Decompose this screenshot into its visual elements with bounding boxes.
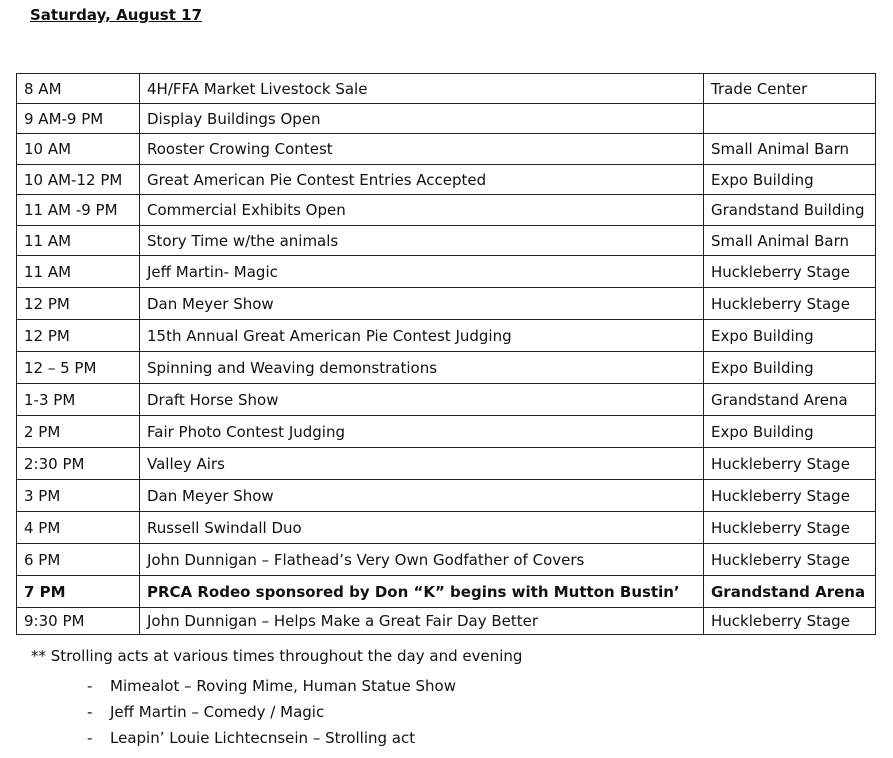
time-cell: 3 PM xyxy=(17,480,140,512)
location-cell: Expo Building xyxy=(704,416,876,448)
time-cell: 1-3 PM xyxy=(17,384,140,416)
event-cell: John Dunnigan – Flathead’s Very Own Godfather of Covers xyxy=(140,544,704,576)
table-row xyxy=(17,480,876,512)
table-row xyxy=(17,288,876,320)
table-row xyxy=(17,226,876,256)
event-cell: Spinning and Weaving demonstrations xyxy=(140,352,704,384)
list-item-text: Leapin’ Louie Lichtecnsein – Strolling act xyxy=(110,729,416,747)
list-item xyxy=(31,725,522,751)
time-cell: 2 PM xyxy=(17,416,140,448)
schedule-table xyxy=(16,73,876,635)
event-cell: Dan Meyer Show xyxy=(140,288,704,320)
list-bullet-dash: - xyxy=(87,703,93,721)
time-cell: 9:30 PM xyxy=(17,608,140,635)
time-cell: 9 AM-9 PM xyxy=(17,104,140,134)
time-cell: 12 – 5 PM xyxy=(17,352,140,384)
time-cell: 12 PM xyxy=(17,320,140,352)
event-cell: Jeff Martin- Magic xyxy=(140,256,704,288)
table-row xyxy=(17,165,876,195)
table-row xyxy=(17,576,876,608)
location-cell: Huckleberry Stage xyxy=(704,256,876,288)
location-cell: Small Animal Barn xyxy=(704,226,876,256)
list-item xyxy=(31,699,522,725)
event-cell: Commercial Exhibits Open xyxy=(140,195,704,226)
event-cell: Fair Photo Contest Judging xyxy=(140,416,704,448)
table-row xyxy=(17,448,876,480)
list-item-text: Mimealot – Roving Mime, Human Statue Show xyxy=(110,677,456,695)
location-cell: Expo Building xyxy=(704,352,876,384)
location-cell: Huckleberry Stage xyxy=(704,544,876,576)
table-row xyxy=(17,416,876,448)
event-cell: Valley Airs xyxy=(140,448,704,480)
table-row xyxy=(17,544,876,576)
table-row xyxy=(17,104,876,134)
location-cell: Expo Building xyxy=(704,320,876,352)
table-row xyxy=(17,134,876,165)
location-cell: Trade Center xyxy=(704,74,876,104)
event-cell: Great American Pie Contest Entries Accepted xyxy=(140,165,704,195)
event-cell: 15th Annual Great American Pie Contest Judging xyxy=(140,320,704,352)
time-cell: 10 AM-12 PM xyxy=(17,165,140,195)
event-cell: Draft Horse Show xyxy=(140,384,704,416)
time-cell: 6 PM xyxy=(17,544,140,576)
table-row xyxy=(17,608,876,635)
location-cell: Grandstand Arena xyxy=(704,576,876,608)
location-cell: Huckleberry Stage xyxy=(704,480,876,512)
location-cell: Small Animal Barn xyxy=(704,134,876,165)
event-cell: Display Buildings Open xyxy=(140,104,704,134)
event-cell: PRCA Rodeo sponsored by Don “K” begins with Mutton Bustin’ xyxy=(140,576,704,608)
strolling-acts-notes xyxy=(31,645,522,751)
location-cell: Huckleberry Stage xyxy=(704,448,876,480)
location-cell: Huckleberry Stage xyxy=(704,512,876,544)
event-cell: Rooster Crowing Contest xyxy=(140,134,704,165)
table-row xyxy=(17,256,876,288)
table-row xyxy=(17,384,876,416)
event-cell: John Dunnigan – Helps Make a Great Fair Day Better xyxy=(140,608,704,635)
time-cell: 12 PM xyxy=(17,288,140,320)
event-cell: 4H/FFA Market Livestock Sale xyxy=(140,74,704,104)
table-row xyxy=(17,320,876,352)
time-cell: 2:30 PM xyxy=(17,448,140,480)
strolling-acts-list xyxy=(31,673,522,751)
time-cell: 11 AM xyxy=(17,226,140,256)
list-item-text: Jeff Martin – Comedy / Magic xyxy=(110,703,325,721)
time-cell: 8 AM xyxy=(17,74,140,104)
table-row xyxy=(17,352,876,384)
event-cell: Russell Swindall Duo xyxy=(140,512,704,544)
table-row xyxy=(17,512,876,544)
time-cell: 4 PM xyxy=(17,512,140,544)
time-cell: 10 AM xyxy=(17,134,140,165)
schedule-body xyxy=(17,74,876,635)
list-bullet-dash: - xyxy=(87,677,93,695)
event-cell: Story Time w/the animals xyxy=(140,226,704,256)
location-cell xyxy=(704,104,876,134)
location-cell: Huckleberry Stage xyxy=(704,288,876,320)
location-cell: Grandstand Building xyxy=(704,195,876,226)
time-cell: 7 PM xyxy=(17,576,140,608)
list-bullet-dash: - xyxy=(87,729,93,747)
page-title: Saturday, August 17 xyxy=(30,6,203,24)
list-item xyxy=(31,673,522,699)
location-cell: Huckleberry Stage xyxy=(704,608,876,635)
table-row xyxy=(17,74,876,104)
location-cell: Expo Building xyxy=(704,165,876,195)
time-cell: 11 AM xyxy=(17,256,140,288)
strolling-acts-intro: ** Strolling acts at various times throughout the day and evening xyxy=(31,647,523,665)
location-cell: Grandstand Arena xyxy=(704,384,876,416)
time-cell: 11 AM -9 PM xyxy=(17,195,140,226)
table-row xyxy=(17,195,876,226)
event-cell: Dan Meyer Show xyxy=(140,480,704,512)
